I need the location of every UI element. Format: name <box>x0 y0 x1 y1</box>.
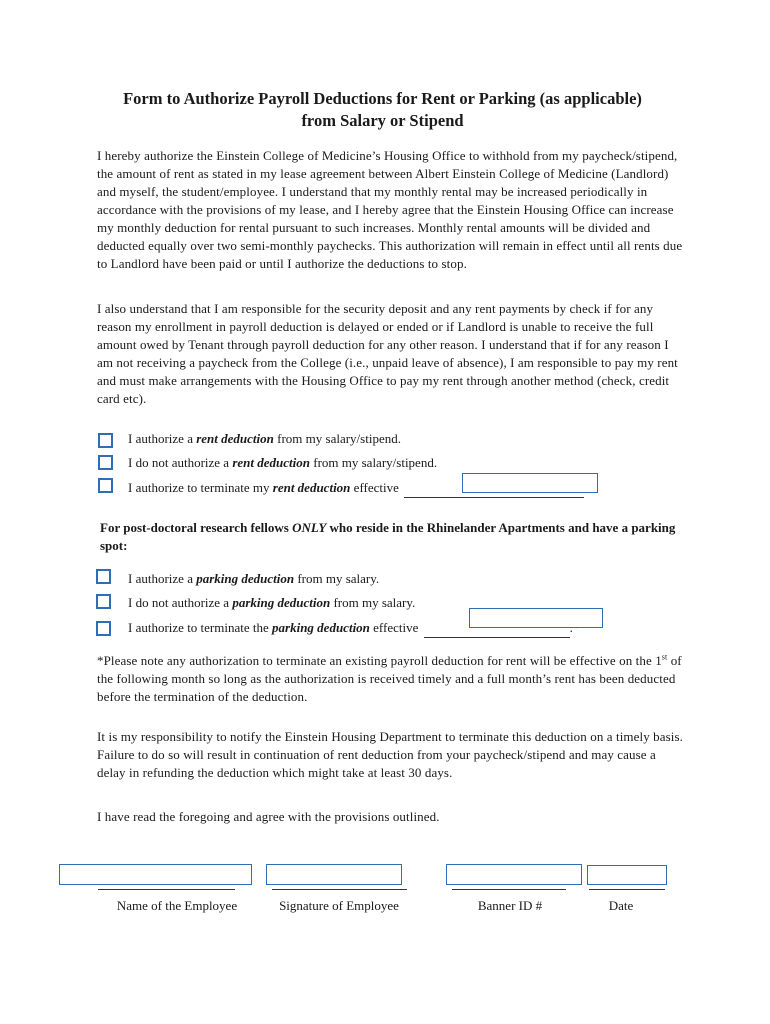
date-input[interactable] <box>587 865 667 885</box>
name-signature-line <box>98 889 235 890</box>
rent-authorize-checkbox[interactable] <box>98 433 113 448</box>
parking-terminate-label: I authorize to terminate the parking deduction effective <box>128 619 579 638</box>
parking-decline-checkbox[interactable] <box>96 594 111 609</box>
parking-authorize-label: I authorize a parking deduction from my salary. <box>128 571 380 586</box>
authorization-paragraph: I hereby authorize the Einstein College of Medicine’s Housing Office to withhold from my paycheck/stipend, the amount of rent as stated in my lease agreement between Albert Einstein College of Medicine (Landlord) and myself, the student/employee. I understand that my monthly rental may be increased periodically in accordance with the provisions of my lease, and I hereby agree that the Einstein Housing Office can increase my monthly deduction for rental pursuant to such increases. Monthly rental amounts will be divided and deducted equally over two semi-monthly paychecks. This authorization will remain in effect until all rents due to Landlord have been paid or until I authorize the deductions to stop. <box>97 148 683 271</box>
parking-authorize-checkbox[interactable] <box>96 569 111 584</box>
date-label: Date <box>608 898 634 913</box>
form-title <box>60 88 705 132</box>
employee-signature-label: Signature of Employee <box>279 898 399 913</box>
title-line-2: from Salary or Stipend <box>301 111 464 130</box>
employee-signature-input[interactable] <box>266 864 402 885</box>
rent-terminate-checkbox[interactable] <box>98 478 113 493</box>
title-line-1: Form to Authorize Payroll Deductions for Rent or Parking (as applicable) <box>123 89 642 108</box>
banner-id-line <box>452 889 566 890</box>
employee-name-label: Name of the Employee <box>116 898 238 913</box>
termination-note: *Please note any authorization to terminate an existing payroll deduction for rent will be effective on the 1st of the following month so long as the authorization is received timely and a full month’s rent has been deducted before the termination of the deduction. <box>97 652 682 704</box>
rent-decline-checkbox[interactable] <box>98 455 113 470</box>
date-line <box>589 889 665 890</box>
employee-name-input[interactable] <box>59 864 252 885</box>
rent-terminate-label: I authorize to terminate my rent deduction effective <box>128 479 594 498</box>
signature-line <box>272 889 407 890</box>
parking-terminate-checkbox[interactable] <box>96 621 111 636</box>
banner-id-label: Banner ID # <box>477 898 543 913</box>
banner-id-input[interactable] <box>446 864 582 885</box>
parking-decline-label: I do not authorize a parking deduction from my salary. <box>128 595 416 610</box>
rent-decline-label: I do not authorize a rent deduction from my salary/stipend. <box>128 455 438 470</box>
rent-authorize-label: I authorize a rent deduction from my salary/stipend. <box>128 431 401 446</box>
parking-effective-date-input[interactable] <box>469 608 603 628</box>
parking-heading: For post-doctoral research fellows ONLY who reside in the Rhinelander Apartments and have a parking spot: <box>100 520 676 553</box>
agreement-statement: I have read the foregoing and agree with the provisions outlined. <box>97 809 440 824</box>
rent-effective-date-input[interactable] <box>462 473 598 493</box>
responsibility-paragraph: I also understand that I am responsible for the security deposit and any rent payments by check if for any reason my enrollment in payroll deduction is delayed or ended or if Landlord is unable to receive the full amount owed by Tenant through payroll deduction for any other reason. I understand that if for any reason I am not receiving a paycheck from the College (i.e., unpaid leave of absence), I am responsible to pay my rent and must make arrangements with the Housing Office to pay my rent through another method (check, credit card etc). <box>97 301 678 406</box>
notification-paragraph: It is my responsibility to notify the Einstein Housing Department to terminate this deduction on a timely basis. Failure to do so will result in continuation of rent deduction from your paycheck/stipend and may cause a delay in refunding the deduction which might take at least 30 days. <box>97 729 684 780</box>
